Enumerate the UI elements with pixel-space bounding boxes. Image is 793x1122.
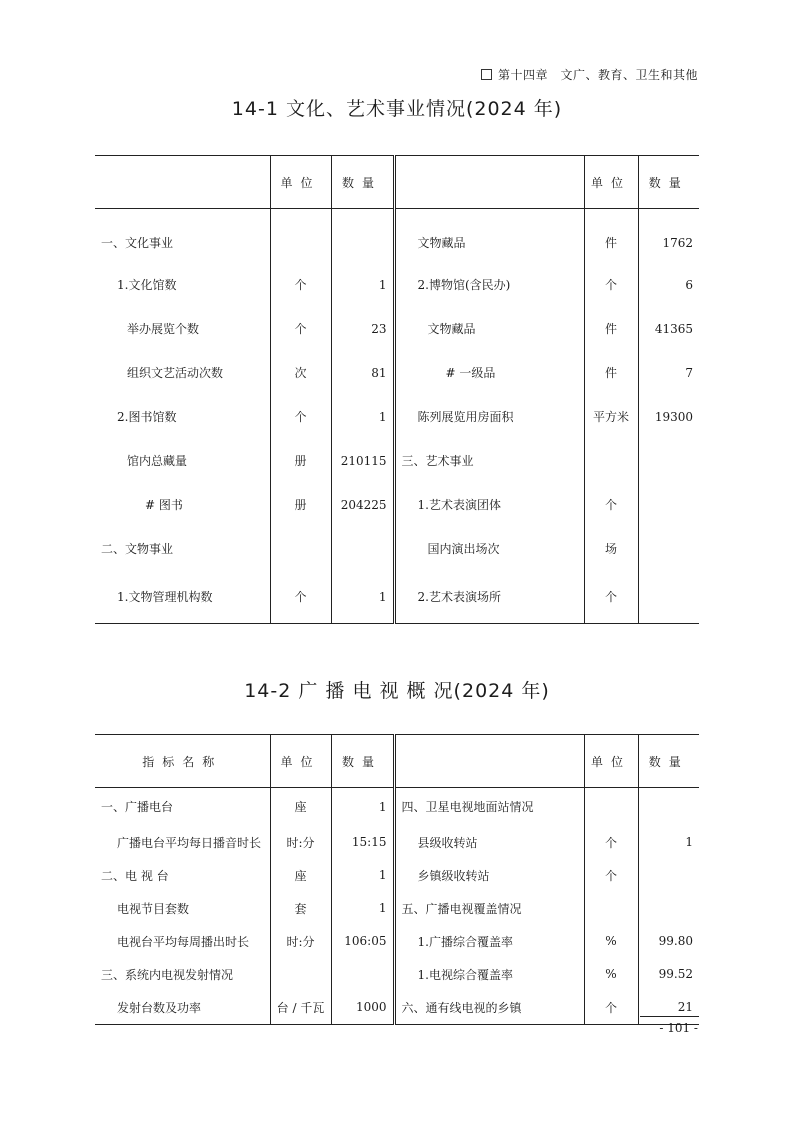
row-name: 二、文物事业: [101, 542, 174, 556]
row-qty: [331, 958, 394, 991]
header-qty2: 数量: [638, 735, 699, 788]
table-row: [95, 958, 699, 991]
row-unit: 册: [270, 439, 331, 483]
row-name2: 国内演出场次: [394, 527, 584, 571]
row-unit2: %: [584, 925, 638, 958]
row-qty2: [638, 892, 699, 925]
row-qty: 1: [331, 263, 394, 307]
row-unit2: 件: [584, 307, 638, 351]
row-unit2: 个: [584, 859, 638, 892]
row-unit2: 场: [584, 527, 638, 571]
row-name: 组织文艺活动次数: [127, 366, 224, 380]
row-unit2: 个: [584, 483, 638, 527]
row-name: 1.文化馆数: [117, 278, 177, 292]
row-name2: 文物藏品: [394, 209, 584, 263]
header-name2: [394, 735, 584, 788]
row-unit2: 件: [584, 351, 638, 395]
row-name: 举办展览个数: [127, 322, 200, 336]
header-qty2: 数量: [638, 156, 699, 209]
header-unit: 单位: [270, 156, 331, 209]
table-row: [95, 483, 699, 527]
row-name2: 文物藏品: [394, 307, 584, 351]
row-qty2: [638, 439, 699, 483]
row-qty: 210115: [331, 439, 394, 483]
header-unit2: 单位: [584, 735, 638, 788]
row-unit2: [584, 892, 638, 925]
row-unit2: 个: [584, 991, 638, 1025]
row-qty: 1: [331, 859, 394, 892]
row-unit: [270, 209, 331, 263]
row-name2: 2.艺术表演场所: [394, 571, 584, 624]
chapter-header: [481, 66, 698, 83]
header-unit2: 单位: [584, 156, 638, 209]
row-name2: # 一级品: [394, 351, 584, 395]
table-row: [95, 209, 699, 263]
table-header-row: [95, 156, 699, 209]
row-name: 2.图书馆数: [117, 410, 177, 424]
row-unit: 个: [270, 571, 331, 624]
row-name2: 陈列展览用房面积: [394, 395, 584, 439]
row-name: 二、电 视 台: [101, 868, 169, 883]
row-name2: 乡镇级收转站: [394, 859, 584, 892]
row-qty: 204225: [331, 483, 394, 527]
row-qty: 1: [331, 571, 394, 624]
row-name: # 图书: [145, 498, 183, 512]
row-unit: [270, 958, 331, 991]
row-unit: 个: [270, 395, 331, 439]
row-qty2: 1: [638, 826, 699, 859]
row-name: 电视节目套数: [117, 901, 190, 916]
table-row: [95, 859, 699, 892]
table-row: [95, 527, 699, 571]
row-qty: 23: [331, 307, 394, 351]
chapter-title: 第十四章 文广、教育、卫生和其他: [497, 68, 698, 82]
row-unit: 个: [270, 307, 331, 351]
row-unit: 时:分: [270, 925, 331, 958]
row-qty2: 21: [638, 991, 699, 1025]
row-name: 广播电台平均每日播音时长: [117, 835, 262, 850]
row-qty: 1000: [331, 991, 394, 1025]
table-row: [95, 571, 699, 624]
header-name: [95, 156, 270, 209]
row-unit2: 个: [584, 571, 638, 624]
row-qty2: [638, 788, 699, 826]
row-unit2: [584, 439, 638, 483]
table-row: [95, 788, 699, 826]
row-qty: 1: [331, 788, 394, 826]
row-qty2: [638, 483, 699, 527]
row-qty: 15:15: [331, 826, 394, 859]
row-name2: 五、广播电视覆盖情况: [394, 892, 584, 925]
row-name: 三、系统内电视发射情况: [101, 967, 234, 982]
table-row: [95, 263, 699, 307]
row-name: 电视台平均每周播出时长: [117, 934, 250, 949]
row-name: 馆内总藏量: [127, 454, 188, 468]
row-name2: 六、通有线电视的乡镇: [394, 991, 584, 1025]
row-name2: 1.电视综合覆盖率: [394, 958, 584, 991]
row-unit: 个: [270, 263, 331, 307]
table-row: [95, 307, 699, 351]
table-row: [95, 351, 699, 395]
header-unit: 单位: [270, 735, 331, 788]
row-qty2: 19300: [638, 395, 699, 439]
row-name: 1.文物管理机构数: [117, 590, 213, 605]
row-name: 发射台数及功率: [117, 1000, 202, 1015]
row-qty: 1: [331, 892, 394, 925]
row-unit2: 个: [584, 826, 638, 859]
row-name2: 1.艺术表演团体: [394, 483, 584, 527]
row-qty: [331, 209, 394, 263]
row-unit: 套: [270, 892, 331, 925]
row-name2: 三、艺术事业: [394, 439, 584, 483]
row-qty: [331, 527, 394, 571]
table1-title: 14-1 文化、艺术事业情况(2024 年): [231, 98, 563, 120]
row-unit2: 平方米: [584, 395, 638, 439]
square-icon: [481, 69, 492, 80]
table2-title: 14-2 广 播 电 视 概 况(2024 年): [244, 680, 550, 702]
header-name: 指标名称: [142, 754, 223, 769]
row-unit: [270, 527, 331, 571]
row-name2: 2.博物馆(含民办): [394, 263, 584, 307]
table-row: [95, 925, 699, 958]
row-name2: 四、卫星电视地面站情况: [394, 788, 584, 826]
row-unit: 座: [270, 859, 331, 892]
row-unit: 册: [270, 483, 331, 527]
row-qty: 81: [331, 351, 394, 395]
culture-art-table: [95, 155, 699, 624]
table-row: [95, 439, 699, 483]
row-name: 一、文化事业: [101, 236, 174, 251]
row-unit2: [584, 788, 638, 826]
row-unit: 台 / 千瓦: [270, 991, 331, 1025]
row-qty2: 7: [638, 351, 699, 395]
row-qty2: 99.52: [638, 958, 699, 991]
broadcast-tv-table: [95, 734, 699, 1025]
page-number: - 101 -: [659, 1021, 698, 1035]
row-unit: 时:分: [270, 826, 331, 859]
row-qty: 1: [331, 395, 394, 439]
header-name2: [394, 156, 584, 209]
row-name2: 县级收转站: [394, 826, 584, 859]
row-unit2: 件: [584, 209, 638, 263]
table-row: [95, 892, 699, 925]
header-qty: 数量: [331, 156, 394, 209]
table-header-row: [95, 735, 699, 788]
row-unit2: 个: [584, 263, 638, 307]
row-qty2: [638, 859, 699, 892]
row-qty2: 41365: [638, 307, 699, 351]
row-qty2: 99.80: [638, 925, 699, 958]
row-qty2: 1762: [638, 209, 699, 263]
row-name: 一、广播电台: [101, 800, 174, 815]
row-unit: 座: [270, 788, 331, 826]
row-qty2: 6: [638, 263, 699, 307]
row-unit: 次: [270, 351, 331, 395]
row-unit2: %: [584, 958, 638, 991]
row-qty2: [638, 571, 699, 624]
table-row: [95, 991, 699, 1025]
row-qty: 106:05: [331, 925, 394, 958]
header-qty: 数量: [331, 735, 394, 788]
row-qty2: [638, 527, 699, 571]
footer-divider: [640, 1016, 699, 1017]
row-name2: 1.广播综合覆盖率: [394, 925, 584, 958]
table-row: [95, 395, 699, 439]
table-row: [95, 826, 699, 859]
